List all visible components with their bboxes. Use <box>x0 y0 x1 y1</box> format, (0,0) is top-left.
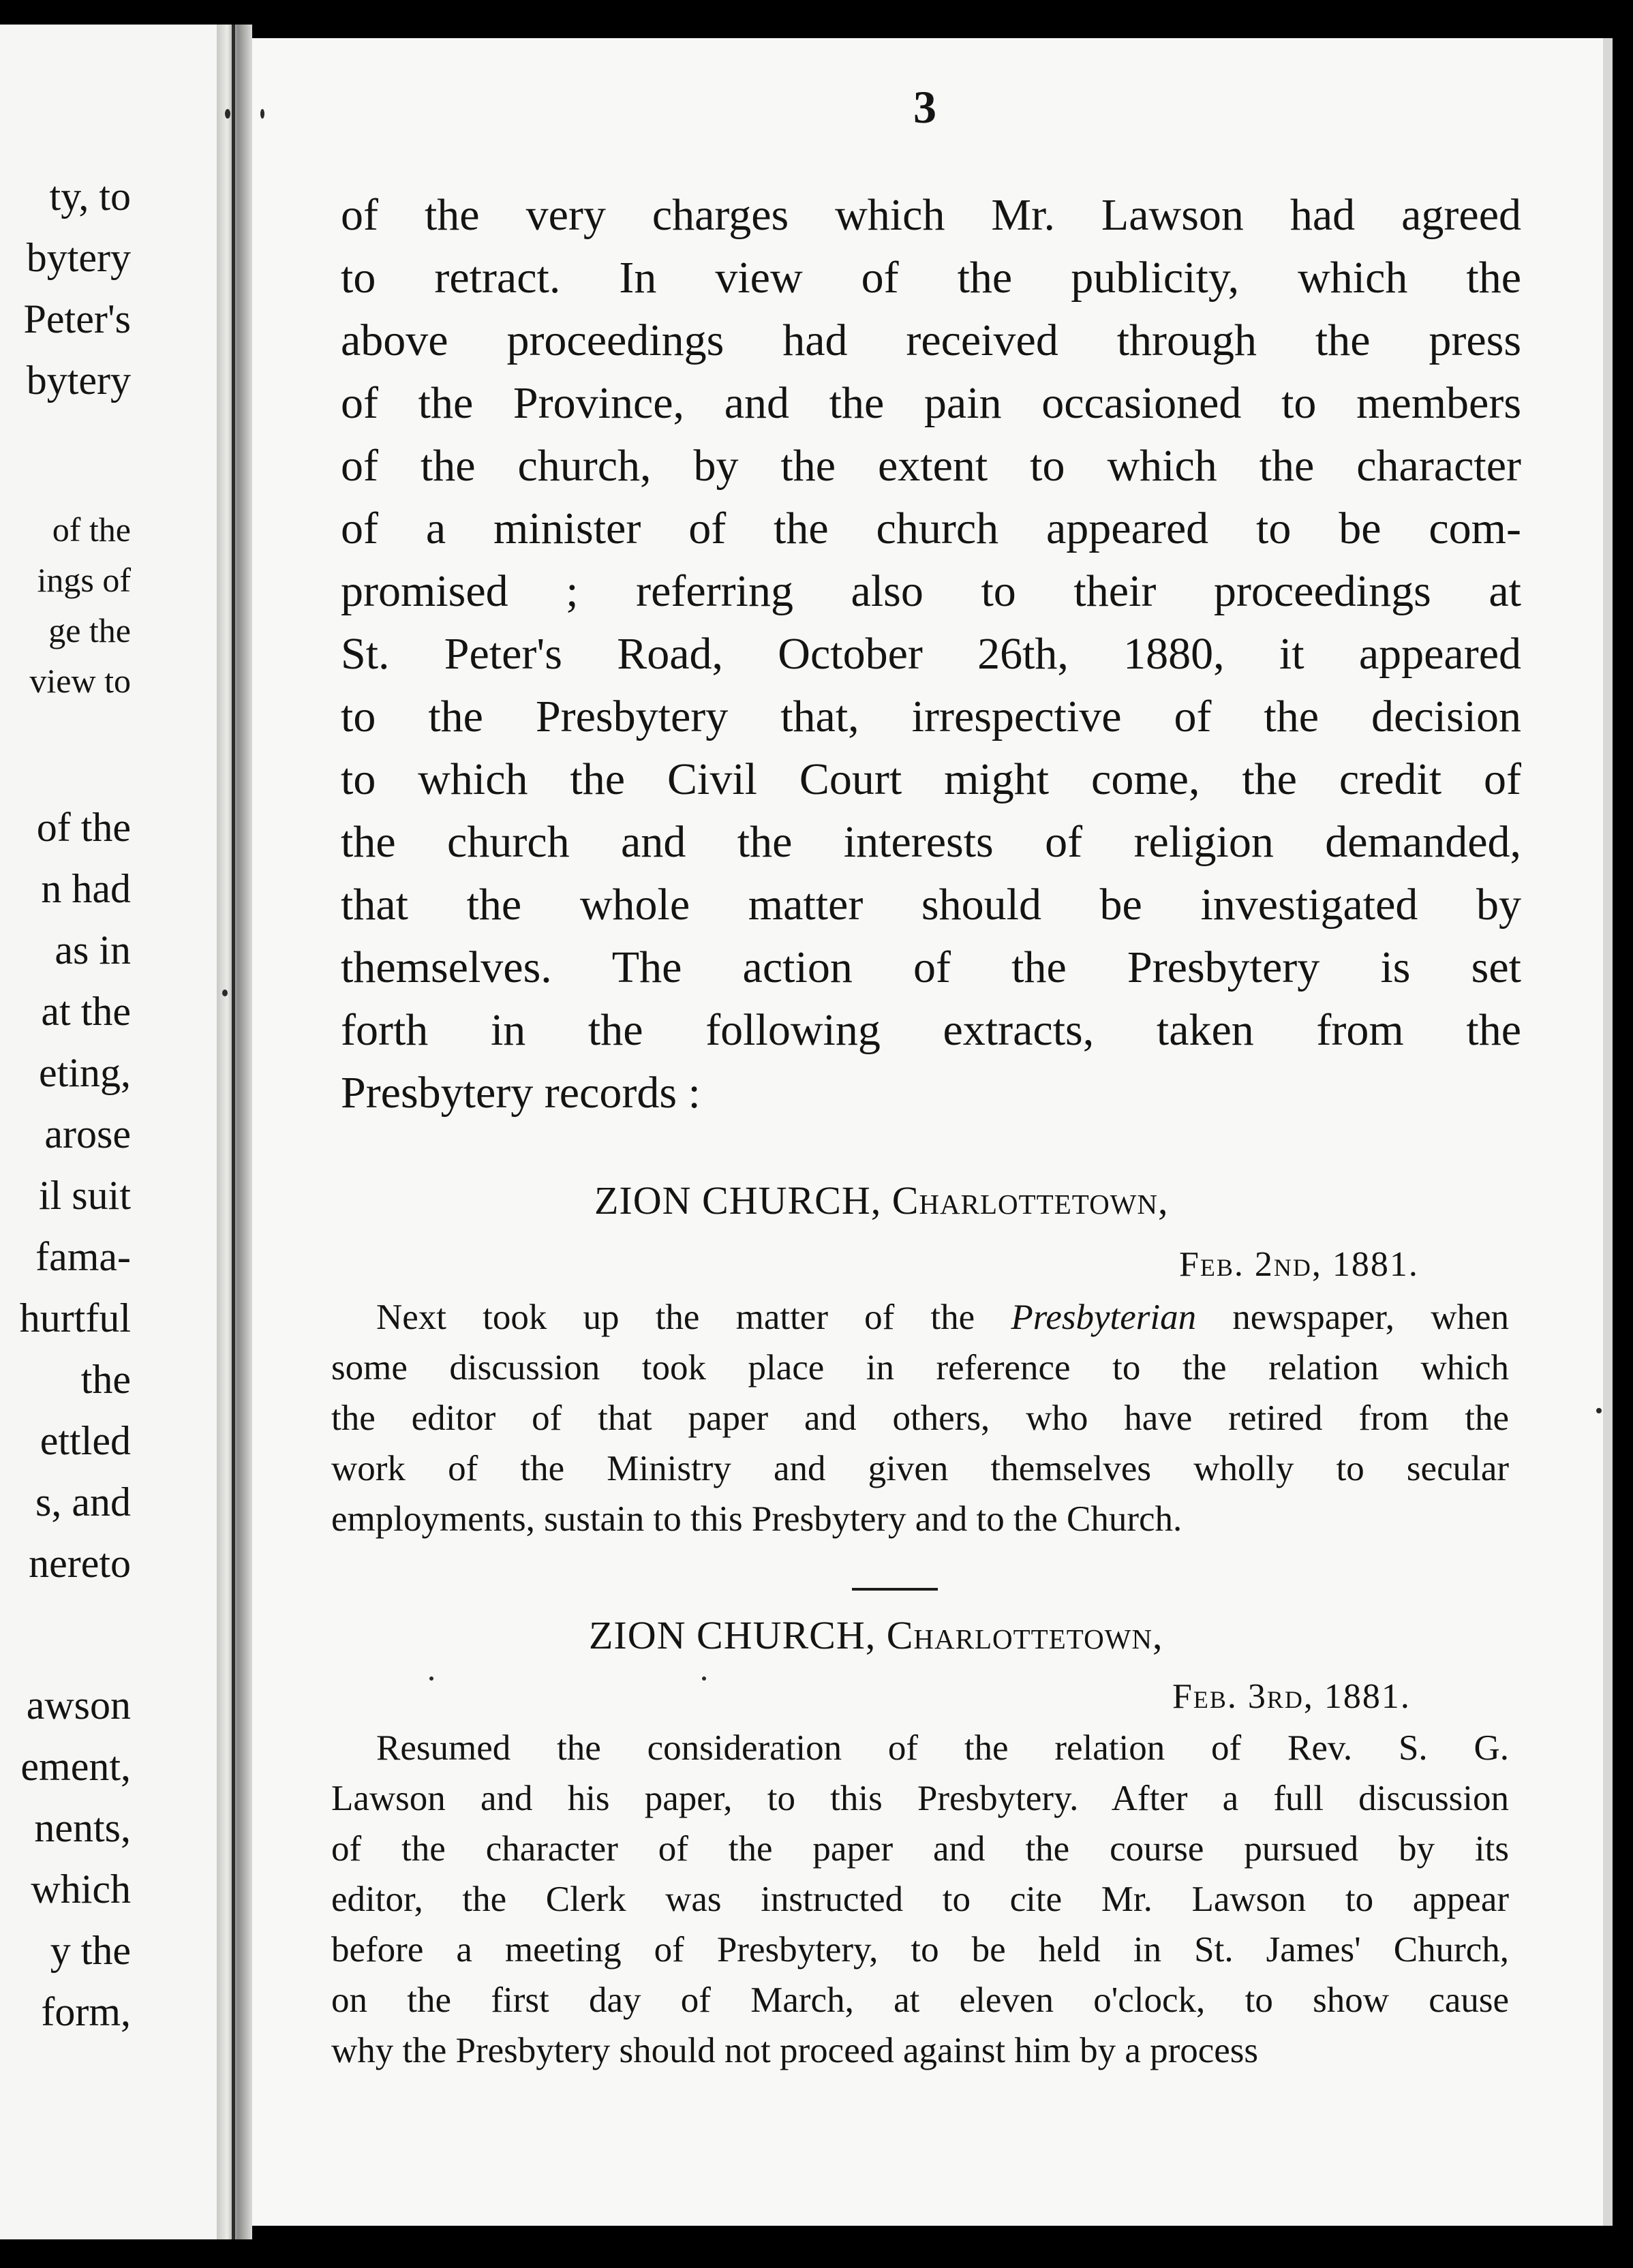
left-line: as in <box>55 928 131 972</box>
left-line: bytery <box>26 235 131 280</box>
extract-paragraph <box>331 1723 1509 2076</box>
extract-line: editor, the Clerk was instructed to cite Mr. Lawson to appear <box>331 1880 1509 1919</box>
scan-speck <box>222 990 228 996</box>
extract-line: Lawson and his paper, to this Presbytery. After a full discussion <box>331 1779 1509 1818</box>
left-line: y the <box>50 1928 131 1973</box>
extract-heading <box>589 1612 1163 1658</box>
left-line: s, and <box>35 1480 131 1524</box>
scan-speck <box>429 1676 433 1681</box>
body-paragraph <box>341 184 1521 1124</box>
body-line: promised ; referring also to their proceedings at <box>341 566 1521 616</box>
left-line: n had <box>41 866 131 911</box>
left-line: ge the <box>48 611 131 649</box>
heading-place: Charlottetown, <box>886 1613 1163 1657</box>
left-line: ettled <box>40 1418 131 1463</box>
left-line: which <box>31 1867 131 1912</box>
scan-speck <box>702 1676 706 1681</box>
left-line: nereto <box>29 1541 131 1586</box>
left-line: arose <box>44 1112 131 1156</box>
newspaper-title: Presbyterian <box>1011 1298 1197 1337</box>
extract-line <box>331 1292 1509 1343</box>
extract-line: on the first day of March, at eleven o'clock, to show cause <box>331 1980 1509 2020</box>
body-line: St. Peter's Road, October 26th, 1880, it appeared <box>341 629 1521 679</box>
left-line: bytery <box>26 358 131 403</box>
left-line: view to <box>29 662 131 700</box>
left-line: hurtful <box>19 1296 131 1340</box>
body-line: above proceedings had received through the press <box>341 316 1521 365</box>
left-line: fama- <box>35 1234 131 1279</box>
extract-text: Resumed the consideration of the relation of Rev. S. G. <box>376 1728 1509 1768</box>
body-line: of the church, by the extent to which the character <box>341 441 1521 491</box>
page-edge <box>1603 38 1613 2226</box>
extract-line: some discussion took place in reference to the relation which <box>331 1348 1509 1388</box>
body-line: of a minister of the church appeared to be com- <box>341 504 1521 553</box>
left-line: at the <box>41 989 131 1034</box>
left-line: il suit <box>38 1173 131 1218</box>
left-line: awson <box>26 1683 131 1728</box>
extract-line <box>331 1723 1509 1773</box>
extract-date: Feb. 3rd, 1881. <box>1172 1677 1411 1716</box>
extract-text: newspaper, when <box>1232 1298 1509 1337</box>
extract-line: before a meeting of Presbytery, to be held in St. James' Church, <box>331 1930 1509 1970</box>
section-separator <box>852 1588 938 1591</box>
body-line: to the Presbytery that, irrespective of the decision <box>341 692 1521 741</box>
body-line: Presbytery records : <box>341 1068 701 1118</box>
previous-page-fragment <box>0 25 217 2239</box>
heading-place: Charlottetown, <box>891 1178 1169 1223</box>
left-line: of the <box>36 805 131 850</box>
body-line: to which the Civil Court might come, the credit of <box>341 754 1521 804</box>
body-line: that the whole matter should be investigated by <box>341 880 1521 930</box>
extract-text: Next took up the matter of the <box>376 1298 975 1337</box>
body-line: forth in the following extracts, taken from the <box>341 1005 1521 1055</box>
left-line: eting, <box>39 1050 131 1095</box>
extract-line: employments, sustain to this Presbytery and to the Church. <box>331 1499 1182 1539</box>
heading-church: ZION CHURCH, <box>589 1613 876 1657</box>
extract-line: work of the Ministry and given themselves wholly to secular <box>331 1449 1509 1488</box>
left-line: Peter's <box>23 296 131 341</box>
left-line: ty, to <box>49 174 131 219</box>
left-line: of the <box>52 510 131 549</box>
extract-paragraph <box>331 1292 1509 1544</box>
extract-line: the editor of that paper and others, who have retired from the <box>331 1398 1509 1438</box>
body-line: of the very charges which Mr. Lawson had agreed <box>341 190 1521 240</box>
scan-speck <box>260 109 264 119</box>
page-number: 3 <box>913 81 936 133</box>
gutter-shadow <box>232 25 235 2239</box>
scan-speck <box>1596 1408 1602 1413</box>
extract-date: Feb. 2nd, 1881. <box>1179 1245 1419 1284</box>
extract-line: why the Presbytery should not proceed against him by a process <box>331 2031 1259 2070</box>
left-line: ings of <box>37 561 131 599</box>
body-line: to retract. In view of the publicity, which the <box>341 253 1521 303</box>
body-line: the church and the interests of religion demanded, <box>341 817 1521 867</box>
extract-heading <box>594 1178 1169 1223</box>
body-line: themselves. The action of the Presbytery is set <box>341 943 1521 992</box>
left-line: the <box>80 1357 131 1402</box>
extract-line: of the character of the paper and the course pursued by its <box>331 1829 1509 1869</box>
scan-speck <box>225 109 230 119</box>
left-line: nents, <box>34 1805 131 1850</box>
body-line: of the Province, and the pain occasioned to members <box>341 378 1521 428</box>
left-line: ement, <box>20 1744 131 1789</box>
left-line: form, <box>41 1989 131 2034</box>
heading-church: ZION CHURCH, <box>594 1178 882 1223</box>
